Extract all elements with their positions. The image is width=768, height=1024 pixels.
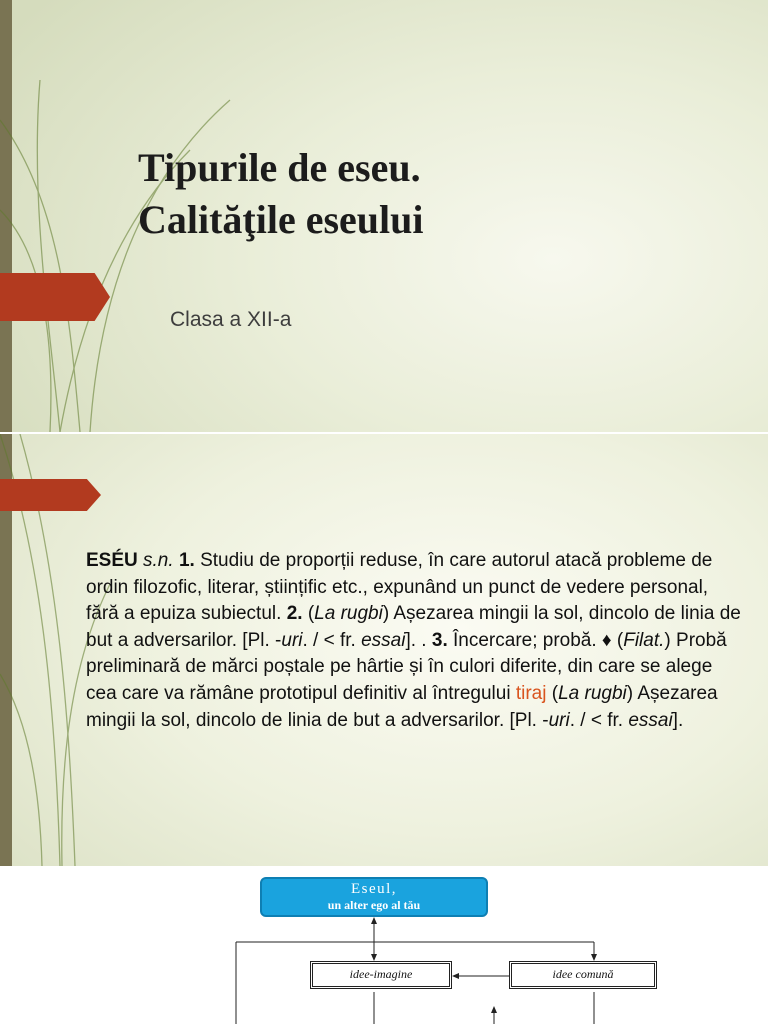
sense-text: (	[546, 682, 559, 704]
dictionary-definition	[86, 548, 746, 734]
domain-label: Filat.	[623, 629, 665, 651]
sense-number: 3.	[431, 629, 448, 651]
sense-text: ) Așezarea mingii la sol, dincolo de linia de but a adversarilor. [Pl. -	[86, 603, 741, 651]
sense-text: . / < fr.	[569, 709, 629, 731]
slide-subtitle: Clasa a XII-a	[170, 308, 292, 331]
part-of-speech: s.n.	[143, 550, 174, 571]
sense-text: . / < fr.	[302, 629, 362, 651]
accent-arrow-tab	[0, 479, 101, 511]
diagram-node-idee-comuna: idee comună	[509, 961, 657, 989]
domain-label: La rugbi	[558, 682, 627, 704]
slide-title	[138, 142, 424, 246]
sense-text: ]. .	[405, 629, 432, 651]
sense-text: ) Probă preliminară de mărci poștale pe hârtie și în culori diferite, din care se alege cea care va rămâne prototipul definitiv al întregului	[86, 629, 727, 704]
sense-text: (	[302, 603, 315, 625]
domain-label: La rugbi	[314, 603, 383, 625]
title-line-1: Tipurile de eseu.	[138, 145, 421, 190]
highlighted-word: tiraj	[515, 682, 547, 704]
etymon: essai	[628, 709, 673, 731]
title-line-2: Calităţile eseului	[138, 197, 424, 242]
sense-number: 1.	[178, 550, 195, 571]
plural-suffix: uri	[548, 709, 570, 731]
title-slide	[0, 0, 768, 432]
definition-slide	[0, 434, 768, 866]
headword: ESÉU	[86, 550, 138, 571]
sense-text: Încercare; probă. ♦ (	[447, 629, 624, 651]
diagram-head-subtitle: un alter ego al tău	[327, 898, 421, 912]
sense-number: 2.	[286, 603, 303, 625]
accent-arrow-tab	[0, 273, 110, 321]
sense-text: Studiu de proporții reduse, în care autorul atacă probleme de ordin filozofic, literar, științific etc., expunând un punct de vedere personal, fără a epuiza subiectul.	[86, 550, 713, 625]
etymon: essai	[361, 629, 406, 651]
diagram-head-title: Eseul,	[350, 881, 398, 897]
plural-suffix: uri	[281, 629, 303, 651]
sense-text: ].	[672, 709, 684, 731]
diagram-head-box	[260, 877, 488, 917]
diagram-node-idee-imagine: idee-imagine	[310, 961, 452, 989]
sense-text: ) Așezarea mingii la sol, dincolo de linia de but a adversarilor. [Pl. -	[86, 682, 718, 731]
essay-diagram	[0, 866, 768, 1024]
